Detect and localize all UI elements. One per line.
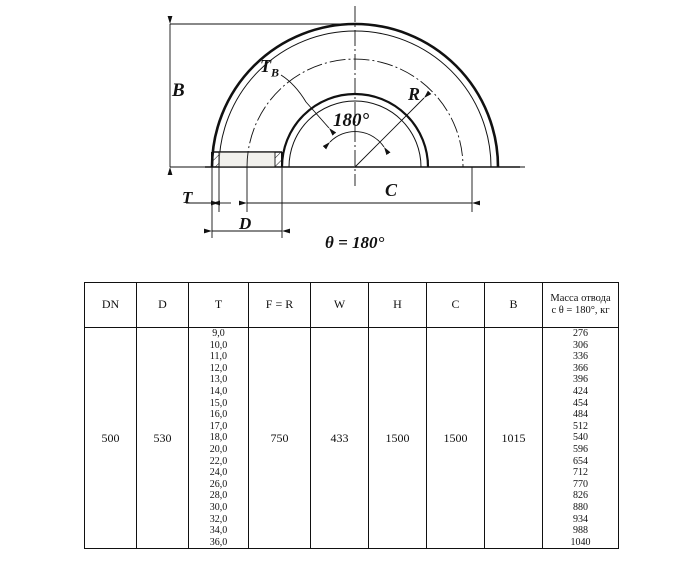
drawing-caption: θ = 180° — [325, 233, 385, 252]
cell-d: 530 — [137, 328, 189, 549]
header-t: T — [189, 283, 249, 328]
mass-value: 1040 — [570, 536, 591, 548]
mass-value: 826 — [573, 490, 588, 502]
elbow-outline — [205, 24, 520, 167]
thickness-value: 14,0 — [209, 385, 228, 397]
cell-dn: 500 — [85, 328, 137, 549]
label-D: D — [239, 214, 252, 233]
header-dn: DN — [85, 283, 137, 328]
thickness-value: 17,0 — [209, 420, 228, 432]
cell-w: 433 — [311, 328, 369, 549]
specification-table — [84, 282, 619, 549]
thickness-value: 10,0 — [209, 339, 228, 351]
thickness-value: 24,0 — [209, 467, 228, 479]
cell-thickness-list — [189, 328, 249, 549]
thickness-value: 30,0 — [209, 501, 228, 513]
label-T-B-main: T — [260, 56, 271, 76]
thickness-value: 9,0 — [212, 328, 225, 339]
mass-value: 454 — [573, 397, 588, 409]
angle-dimension-180 — [330, 132, 384, 147]
dimension-T — [186, 167, 231, 212]
thickness-value: 18,0 — [209, 432, 228, 444]
thickness-value: 22,0 — [209, 455, 228, 467]
mass-value: 770 — [573, 478, 588, 490]
mass-value: 540 — [573, 432, 588, 444]
cell-b: 1015 — [485, 328, 543, 549]
header-b: B — [485, 283, 543, 328]
header-h: H — [369, 283, 427, 328]
thickness-value: 11,0 — [209, 351, 228, 363]
mass-value: 596 — [573, 443, 588, 455]
mass-value: 512 — [573, 420, 588, 432]
header-d: D — [137, 283, 189, 328]
cell-c: 1500 — [427, 328, 485, 549]
table-header-row — [85, 283, 619, 328]
thickness-value: 15,0 — [209, 397, 228, 409]
thickness-value: 16,0 — [209, 409, 228, 421]
mass-value: 934 — [573, 513, 588, 525]
header-mass-line2: с θ = 180°, кг — [551, 305, 610, 316]
elbow-technical-drawing — [0, 0, 700, 272]
mass-value: 654 — [573, 455, 588, 467]
mass-value: 880 — [573, 501, 588, 513]
label-R: R — [408, 84, 421, 104]
cell-f-r: 750 — [249, 328, 311, 549]
thickness-value: 13,0 — [209, 374, 228, 386]
thickness-value: 32,0 — [209, 513, 228, 525]
thickness-value: 34,0 — [209, 525, 228, 537]
mass-value: 424 — [573, 385, 588, 397]
mass-value: 306 — [573, 339, 588, 351]
mass-value: 366 — [573, 362, 588, 374]
mass-value: 336 — [573, 351, 588, 363]
label-B: B — [172, 80, 185, 101]
thickness-value: 12,0 — [209, 362, 228, 374]
thickness-value: 20,0 — [209, 443, 228, 455]
label-angle-180: 180° — [333, 110, 370, 131]
label-T: T — [182, 188, 193, 207]
label-T-B — [260, 56, 279, 81]
specification-table-wrapper — [84, 282, 618, 549]
header-w: W — [311, 283, 369, 328]
header-f-r: F = R — [249, 283, 311, 328]
label-T-B-sub: B — [271, 65, 280, 80]
dimension-B — [170, 24, 360, 167]
thickness-value: 28,0 — [209, 490, 228, 502]
header-mass — [543, 283, 619, 328]
label-C: C — [385, 180, 398, 200]
center-lines — [198, 6, 525, 186]
mass-value: 484 — [573, 409, 588, 421]
mass-value: 276 — [573, 328, 588, 339]
header-mass-line1: Масса отвода — [550, 292, 611, 304]
mass-value: 988 — [573, 525, 588, 537]
header-c: C — [427, 283, 485, 328]
mass-value: 396 — [573, 374, 588, 386]
cell-h: 1500 — [369, 328, 427, 549]
thickness-value: 36,0 — [209, 536, 228, 548]
leader-R — [355, 98, 424, 167]
cell-mass-list — [543, 328, 619, 549]
mass-value: 712 — [573, 467, 588, 479]
drawing-svg — [0, 0, 700, 272]
thickness-value: 26,0 — [209, 478, 228, 490]
table-row — [85, 328, 619, 549]
dimension-C — [247, 167, 472, 212]
